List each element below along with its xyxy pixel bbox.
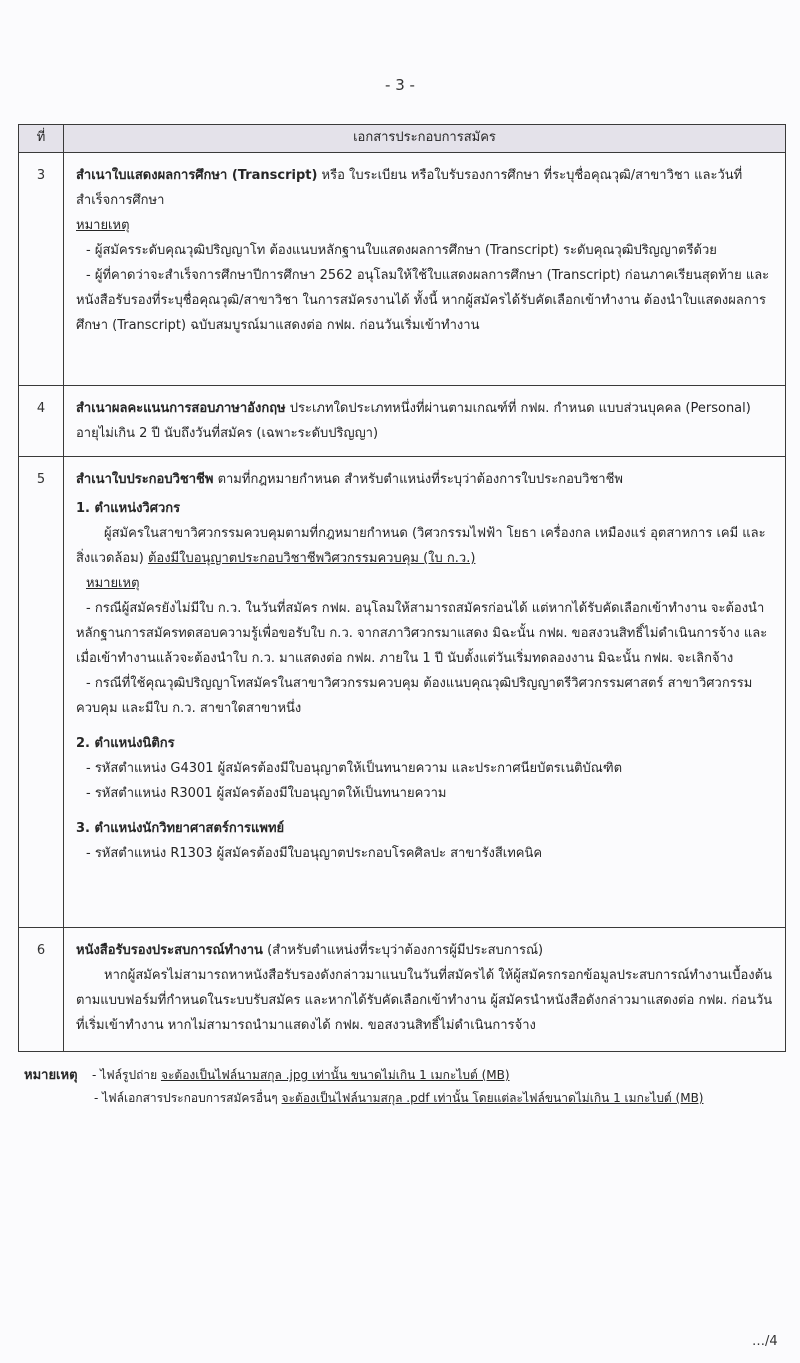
row-body: หากผู้สมัครไม่สามารถหาหนังสือรับรองดังกล่าวมาแนบในวันที่สมัครได้ ให้ผู้สมัครกรอกข้อมูลประสบการณ์ทำงานเบื้องต้นตามแบบฟอร์มที่กำหนดในระบบรับสมัคร และหากได้รับคัดเลือกเข้าทำงาน ผู้สมัครนำหนังสือดังกล่าวมาแสดงต่อ กฟผ. ก่อนวันที่เริ่มเข้าทำงาน หากไม่สามารถนำมาแสดงได้ กฟผ. ขอสงวนสิทธิ์ไม่ดำเนินการจ้าง: [76, 968, 773, 1033]
note-item: - ผู้สมัครระดับคุณวุฒิปริญญาโท ต้องแนบหลักฐานใบแสดงผลการศึกษา (Transcript) ระดับคุณวุฒิปริญญาตรีด้วย: [86, 243, 717, 258]
row-title-rest: ประเภทใดประเภทหนึ่งที่ผ่านตามเกณฑ์ที่ กฟผ. กำหนด แบบส่วนบุคคล (Personal) อายุไม่เกิน 2 ปี นับถึงวันที่สมัคร (เฉพาะระดับปริญญา): [76, 401, 751, 441]
note-item: - กรณีผู้สมัครยังไม่มีใบ ก.ว. ในวันที่สมัคร กฟผ. อนุโลมให้สามารถสมัครก่อนได้ แต่หากได้รับคัดเลือกเข้าทำงาน จะต้องนำหลักฐานการสมัครทดสอบความรู้เพื่อขอรับใบ ก.ว. จากสภาวิศวกรมาแสดง มิฉะนั้น กฟผ. ขอสงวนสิทธิ์ไม่ดำเนินการจ้าง และเมื่อเข้าทำงานแล้วจะต้องนำใบ ก.ว. มาแสดงต่อ กฟผ. ภายใน 1 ปี นับตั้งแต่วันเริ่มทดลองงาน มิฉะนั้น กฟผ. จะเลิกจ้าง: [76, 601, 768, 666]
section-body-text: ผู้สมัครในสาขาวิศวกรรมควบคุมตามที่กฎหมายกำหนด (วิศวกรรมไฟฟ้า โยธา เครื่องกล เหมืองแร่ อุตสาหการ เคมี และสิ่งแวดล้อม): [76, 526, 766, 566]
section-item: - รหัสตำแหน่ง G4301 ผู้สมัครต้องมีใบอนุญาตให้เป็นทนายความ และประกาศนียบัตรเนติบัณฑิต: [86, 761, 623, 776]
section-heading-engineer: 1. ตำแหน่งวิศวกร: [76, 501, 181, 516]
row-title: สำเนาผลคะแนนการสอบภาษาอังกฤษ: [76, 401, 286, 416]
note-label: หมายเหตุ: [86, 576, 140, 591]
row-content: [64, 386, 786, 457]
note-item: - กรณีที่ใช้คุณวุฒิปริญญาโทสมัครในสาขาวิศวกรรมควบคุม ต้องแนบคุณวุฒิปริญญาตรีวิศวกรรมศาสตร์ สาขาวิศวกรรมควบคุม และมีใบ ก.ว. สาขาใดสาขาหนึ่ง: [76, 676, 753, 716]
row-content: [64, 457, 786, 928]
application-documents-table: [18, 124, 786, 1052]
section-heading-legal-officer: 2. ตำแหน่งนิติกร: [76, 736, 175, 751]
note-item: - ผู้ที่คาดว่าจะสำเร็จการศึกษาปีการศึกษา 2562 อนุโลมให้ใช้ใบแสดงผลการศึกษา (Transcript) ก่อนภาคเรียนสุดท้าย และหนังสือรับรองที่ระบุชื่อคุณวุฒิ/สาขาวิชา ในการสมัครงานได้ ทั้งนี้ หากผู้สมัครได้รับคัดเลือกเข้าทำงาน ต้องนำใบแสดงผลการศึกษา (Transcript) ฉบับสมบูรณ์มาแสดงต่อ กฟผ. ก่อนวันเริ่มเข้าทำงาน: [76, 268, 770, 333]
row-number: 3: [19, 153, 64, 386]
page-number: - 3 -: [385, 76, 415, 94]
section-body: [76, 521, 773, 571]
footnote-line: [24, 1064, 704, 1087]
table-row: [19, 928, 786, 1052]
row-title: หนังสือรับรองประสบการณ์ทำงาน: [76, 943, 263, 958]
row-title-rest: (สำหรับตำแหน่งที่ระบุว่าต้องการผู้มีประสบการณ์): [262, 943, 544, 958]
section-item: - รหัสตำแหน่ง R1303 ผู้สมัครต้องมีใบอนุญาตประกอบโรคศิลปะ สาขารังสีเทคนิค: [86, 846, 543, 861]
footnote-prefix: - ไฟล์รูปถ่าย: [92, 1068, 161, 1082]
footnote-underlined: จะต้องเป็นไฟล์นามสกุล .jpg เท่านั้น ขนาดไม่เกิน 1 เมกะไบต์ (MB): [160, 1068, 510, 1082]
table-row: [19, 386, 786, 457]
footnote-prefix: - ไฟล์เอกสารประกอบการสมัครอื่นๆ: [94, 1091, 282, 1105]
section-heading-medical-scientist: 3. ตำแหน่งนักวิทยาศาสตร์การแพทย์: [76, 821, 285, 836]
section-body-underlined: ต้องมีใบอนุญาตประกอบวิชาชีพวิศวกรรมควบคุม (ใบ ก.ว.): [147, 551, 476, 566]
footnote-underlined: จะต้องเป็นไฟล์นามสกุล .pdf เท่านั้น โดยแต่ละไฟล์ขนาดไม่เกิน 1 เมกะไบต์ (MB): [281, 1091, 704, 1105]
table-row: [19, 153, 786, 386]
row-content: [64, 153, 786, 386]
section-item: - รหัสตำแหน่ง R3001 ผู้สมัครต้องมีใบอนุญาตให้เป็นทนายความ: [86, 786, 447, 801]
footnote: [24, 1064, 704, 1110]
row-number: 4: [19, 386, 64, 457]
row-title-rest: หรือ ใบระเบียน หรือใบรับรองการศึกษา ที่ระบุชื่อคุณวุฒิ/สาขาวิชา และวันที่สำเร็จการศึกษา: [76, 168, 743, 208]
row-number: 5: [19, 457, 64, 928]
next-page-indicator: …/4: [752, 1334, 778, 1349]
row-content: [64, 928, 786, 1052]
row-title-rest: ตามที่กฎหมายกำหนด สำหรับตำแหน่งที่ระบุว่าต้องการใบประกอบวิชาชีพ: [213, 472, 623, 487]
row-title: สำเนาใบแสดงผลการศึกษา (Transcript): [76, 168, 318, 183]
footnote-line: [24, 1087, 704, 1110]
table-row: [19, 457, 786, 928]
table-header-row: [19, 125, 786, 153]
footnote-label: หมายเหตุ: [24, 1068, 78, 1083]
row-number: 6: [19, 928, 64, 1052]
note-label: หมายเหตุ: [76, 218, 130, 233]
column-header-no: ที่: [19, 125, 64, 153]
row-title: สำเนาใบประกอบวิชาชีพ: [76, 472, 214, 487]
column-header-documents: เอกสารประกอบการสมัคร: [64, 125, 786, 153]
